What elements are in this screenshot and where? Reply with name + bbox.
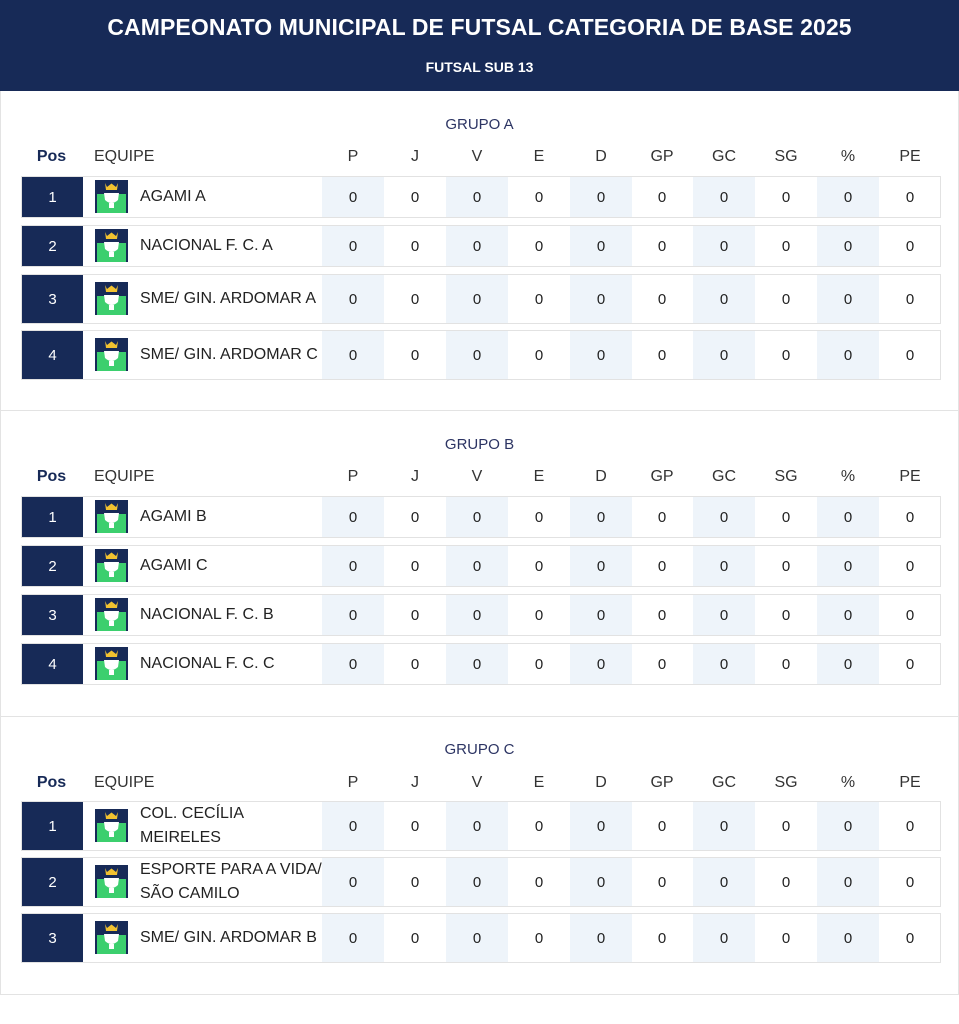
header-gc: GC [712,468,736,485]
column-header-row [1,774,959,796]
stat-d: 0 [570,914,632,962]
stat-e: 0 [534,346,544,364]
stat-gc: 0 [693,177,755,217]
header-e: E [533,148,545,165]
stat-d: 0 [570,497,632,537]
stat-j: 0 [410,929,420,947]
table-row[interactable] [21,496,941,538]
stat-gp: 0 [657,346,667,364]
page-subtitle: FUTSAL SUB 13 [425,59,534,75]
stat-sg: 0 [781,817,791,835]
header-gp: GP [650,774,674,791]
team-name[interactable]: AGAMI C [140,557,208,574]
stat-pe: 0 [905,929,915,947]
stat-gc: 0 [693,226,755,266]
stat-e: 0 [534,655,544,673]
team-crest-icon [95,647,128,680]
team-crest-icon [95,180,128,213]
stat-e: 0 [534,188,544,206]
stat-gc: 0 [693,802,755,850]
stat-gc: 0 [693,858,755,906]
header-v: V [471,468,483,485]
header-team: EQUIPE [94,468,155,485]
stat-v: 0 [446,331,508,379]
stat-j: 0 [410,188,420,206]
stat-sg: 0 [781,929,791,947]
stat-pe: 0 [905,508,915,526]
header-team: EQUIPE [94,148,155,165]
stat-pe: 0 [905,606,915,624]
stat-gp: 0 [657,929,667,947]
stat-d: 0 [570,226,632,266]
team-name[interactable]: SME/ GIN. ARDOMAR B [140,929,317,946]
stat-v: 0 [446,226,508,266]
header-sg: SG [774,148,798,165]
header-pe: PE [899,468,921,485]
stat-gc: 0 [693,275,755,323]
stat-pe: 0 [905,873,915,891]
group-a [0,91,959,411]
stat-pct: 0 [817,177,879,217]
stat-d: 0 [570,275,632,323]
position-badge: 1 [22,802,83,850]
group-title: GRUPO C [444,741,515,758]
stat-d: 0 [570,331,632,379]
header-gc: GC [712,148,736,165]
team-crest-icon [95,500,128,533]
stat-sg: 0 [781,508,791,526]
stat-p: 0 [322,595,384,635]
stat-gp: 0 [657,817,667,835]
stat-j: 0 [410,346,420,364]
team-name[interactable]: NACIONAL F. C. A [140,237,273,254]
stat-sg: 0 [781,655,791,673]
position-badge: 4 [22,644,83,684]
stat-p: 0 [322,226,384,266]
stat-v: 0 [446,644,508,684]
page-header [0,0,959,91]
stat-gc: 0 [693,331,755,379]
team-name[interactable]: AGAMI B [140,508,207,525]
stat-pct: 0 [817,226,879,266]
stat-d: 0 [570,546,632,586]
stat-gp: 0 [657,606,667,624]
stat-gp: 0 [657,557,667,575]
stat-gp: 0 [657,873,667,891]
header-pe: PE [899,148,921,165]
team-crest-icon [95,809,128,842]
header-v: V [471,148,483,165]
group-title: GRUPO B [444,436,515,453]
stat-e: 0 [534,290,544,308]
header-pos: Pos [36,468,67,485]
stat-e: 0 [534,873,544,891]
stat-gc: 0 [693,595,755,635]
group-title: GRUPO A [445,116,514,133]
team-name[interactable]: SME/ GIN. ARDOMAR C [140,346,318,363]
stat-j: 0 [410,606,420,624]
stat-gp: 0 [657,237,667,255]
stat-j: 0 [410,655,420,673]
stat-gc: 0 [693,914,755,962]
stat-p: 0 [322,802,384,850]
stat-pe: 0 [905,557,915,575]
column-header-row [1,148,959,170]
stat-p: 0 [322,546,384,586]
stat-pct: 0 [817,802,879,850]
stat-e: 0 [534,929,544,947]
header-p: P [347,468,359,485]
stat-pct: 0 [817,275,879,323]
stat-pe: 0 [905,346,915,364]
stat-pct: 0 [817,331,879,379]
stat-pct: 0 [817,858,879,906]
table-row[interactable] [21,545,941,587]
team-name[interactable]: NACIONAL F. C. C [140,655,275,672]
team-name[interactable]: NACIONAL F. C. B [140,606,274,623]
stat-pe: 0 [905,188,915,206]
stat-d: 0 [570,858,632,906]
table-row[interactable] [21,643,941,685]
stat-pe: 0 [905,290,915,308]
header-p: P [347,774,359,791]
header-p: P [347,148,359,165]
table-row[interactable] [21,274,941,324]
stat-p: 0 [322,177,384,217]
stat-v: 0 [446,177,508,217]
stat-gp: 0 [657,290,667,308]
stat-gc: 0 [693,644,755,684]
team-crest-icon [95,282,128,315]
team-name[interactable]: AGAMI A [140,188,206,205]
stat-pe: 0 [905,237,915,255]
header-d: D [595,468,607,485]
header-team: EQUIPE [94,774,155,791]
header-e: E [533,468,545,485]
stat-j: 0 [410,508,420,526]
table-row[interactable] [21,913,941,963]
position-badge: 2 [22,546,83,586]
stat-v: 0 [446,275,508,323]
table-row[interactable] [21,801,941,851]
team-crest-icon [95,921,128,954]
stat-v: 0 [446,858,508,906]
stat-pct: 0 [817,644,879,684]
position-badge: 1 [22,177,83,217]
stat-d: 0 [570,644,632,684]
stat-pct: 0 [817,546,879,586]
header-e: E [533,774,545,791]
position-badge: 3 [22,595,83,635]
stat-e: 0 [534,237,544,255]
stat-v: 0 [446,914,508,962]
header-gc: GC [712,774,736,791]
team-crest-icon [95,598,128,631]
team-crest-icon [95,229,128,262]
stat-pct: 0 [817,595,879,635]
stat-sg: 0 [781,188,791,206]
table-row[interactable] [21,594,941,636]
stat-sg: 0 [781,606,791,624]
header-sg: SG [774,468,798,485]
stat-pe: 0 [905,655,915,673]
stat-v: 0 [446,595,508,635]
stat-p: 0 [322,858,384,906]
header-j: J [411,468,419,485]
stat-sg: 0 [781,346,791,364]
stat-v: 0 [446,802,508,850]
stat-sg: 0 [781,290,791,308]
header-v: V [471,774,483,791]
stat-pct: 0 [817,914,879,962]
team-name[interactable]: COL. CECÍLIA MEIRELES [140,805,244,846]
team-name[interactable]: ESPORTE PARA A VIDA/ SÃO CAMILO [140,861,322,902]
header-j: J [411,774,419,791]
stat-j: 0 [410,817,420,835]
stat-p: 0 [322,331,384,379]
header-pct: % [840,148,856,165]
stat-sg: 0 [781,873,791,891]
stat-gc: 0 [693,497,755,537]
header-pct: % [840,774,856,791]
stat-e: 0 [534,606,544,624]
stat-p: 0 [322,497,384,537]
position-badge: 3 [22,275,83,323]
stat-gp: 0 [657,655,667,673]
team-crest-icon [95,338,128,371]
stat-sg: 0 [781,557,791,575]
header-sg: SG [774,774,798,791]
stat-gp: 0 [657,188,667,206]
header-d: D [595,774,607,791]
team-name[interactable]: SME/ GIN. ARDOMAR A [140,290,317,307]
header-gp: GP [650,468,674,485]
header-pe: PE [899,774,921,791]
position-badge: 4 [22,331,83,379]
team-crest-icon [95,865,128,898]
table-row[interactable] [21,857,941,907]
stat-pe: 0 [905,817,915,835]
header-gp: GP [650,148,674,165]
stat-pct: 0 [817,497,879,537]
stat-j: 0 [410,237,420,255]
stat-p: 0 [322,914,384,962]
stat-e: 0 [534,508,544,526]
stat-p: 0 [322,644,384,684]
stat-sg: 0 [781,237,791,255]
table-row[interactable] [21,176,941,218]
stat-p: 0 [322,275,384,323]
position-badge: 1 [22,497,83,537]
group-b [0,411,959,717]
stat-d: 0 [570,802,632,850]
stat-e: 0 [534,817,544,835]
stat-e: 0 [534,557,544,575]
team-crest-icon [95,549,128,582]
table-row[interactable] [21,330,941,380]
position-badge: 2 [22,226,83,266]
header-pct: % [840,468,856,485]
stat-v: 0 [446,546,508,586]
stat-j: 0 [410,873,420,891]
header-d: D [595,148,607,165]
stat-d: 0 [570,177,632,217]
stat-j: 0 [410,290,420,308]
header-j: J [411,148,419,165]
position-badge: 3 [22,914,83,962]
stat-v: 0 [446,497,508,537]
header-pos: Pos [36,774,67,791]
page-title: CAMPEONATO MUNICIPAL DE FUTSAL CATEGORIA DE BASE 2025 [107,14,852,40]
stat-gc: 0 [693,546,755,586]
stat-j: 0 [410,557,420,575]
table-row[interactable] [21,225,941,267]
position-badge: 2 [22,858,83,906]
stat-d: 0 [570,595,632,635]
stat-gp: 0 [657,508,667,526]
column-header-row [1,468,959,490]
header-pos: Pos [36,148,67,165]
group-c [0,717,959,995]
